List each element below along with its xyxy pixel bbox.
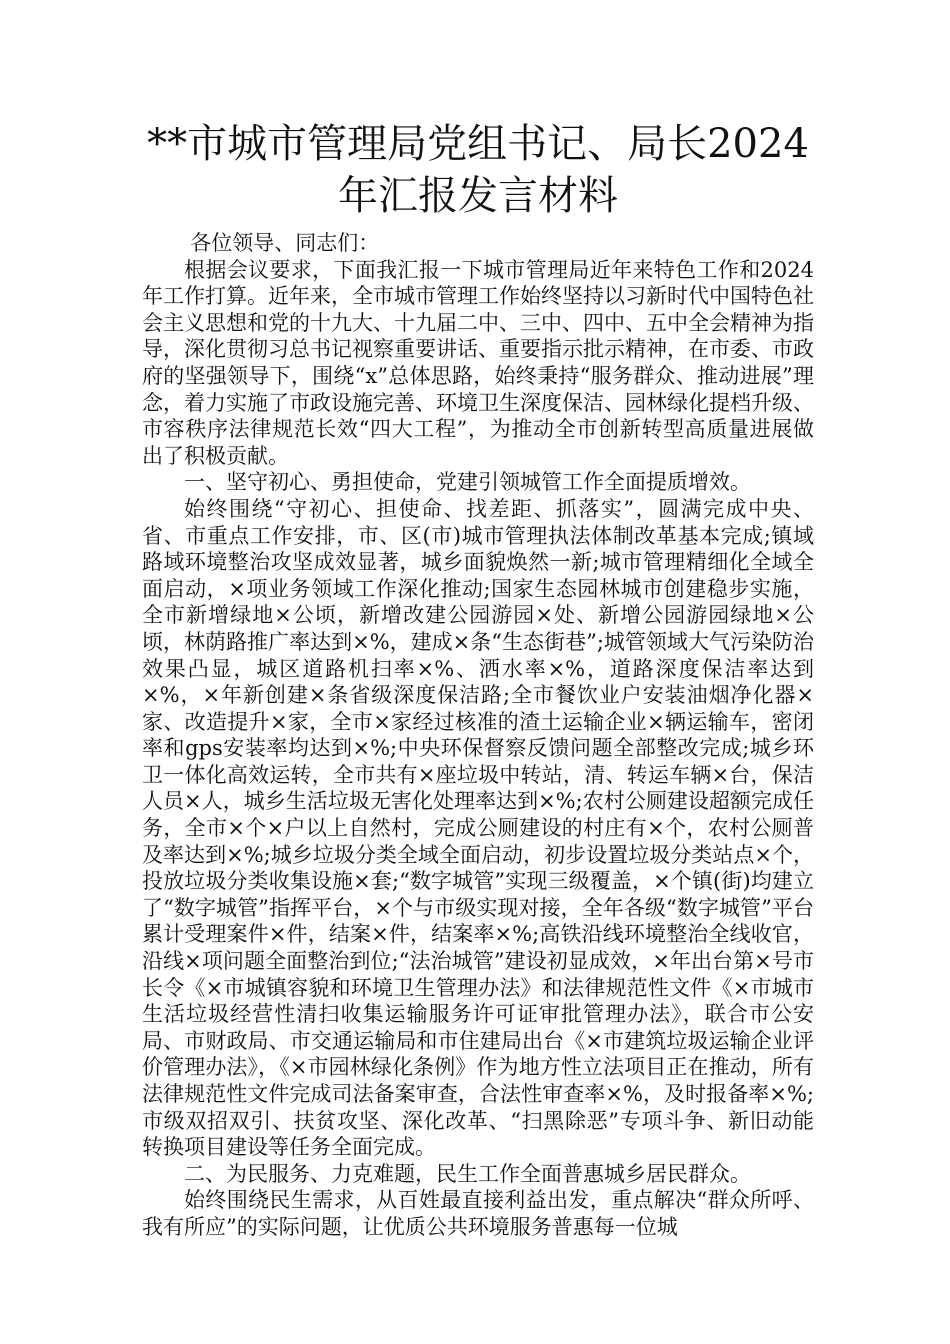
section-body-1: 始终围绕“守初心、担使命、找差距、抓落实”，圆满完成中央、省、市重点工作安排，市、区(市)城市管理执法体制改革基本完成;镇域路域环境整治攻坚成效显著，城乡面貌焕然一新;城市管理精细化全域全面启动，×项业务领域工作深化推动;国家生态园林城市创建稳步实施，全市新增绿地×公顷，新增改建公园游园×处、新增公园游园绿地×公顷，林荫路推广率达到×%，建成×条“生态街巷”;城管领域大气污染防治效果凸显，城区道路机扫率×%、洒水率×%，道路深度保洁率达到×%，×年新创建×条省级深度保洁路;全市餐饮业户安装油烟净化器×家、改造提升×家，全市×家经过核准的渣土运输企业×辆运输车，密闭率和gps安装率均达到×%;中央环保督察反馈问题全部整改完成;城乡环卫一体化高效运转，全市共有×座垃圾中转站，清、转运车辆×台，保洁人员×人，城乡生活垃圾无害化处理率达到×%;农村公厕建设超额完成任务，全市×个×户以上自然村，完成公厕建设的村庄有×个，农村公厕普及率达到×%;城乡垃圾分类全域全面启动，初步设置垃圾分类站点×个，投放垃圾分类收集设施×套;“数字城管”实现三级覆盖，×个镇(街)均建立了“数字城管”指挥平台，×个与市级实现对接，全年各级“数字城管”平台累计受理案件×件，结案×件，结案率×%;高铁沿线环境整治全线收官，沿线×项问题全面整治到位;“法治城管”建设初显成效，×年出台第×号市长令《×市城镇容貌和环境卫生管理办法》和法律规范性文件《×市城市生活垃圾经营性清扫收集运输服务许可证审批管理办法》，联合市公安局、市财政局、市交通运输局和市住建局出台《×市建筑垃圾运输企业评价管理办法》，《×市园林绿化条例》作为地方性立法项目正在推动，所有法律规范性文件完成司法备案审查，合法性审查率×%，及时报备率×%;市级双招双引、扶贫攻坚、深化改革、“扫黑除恶”专项斗争、新旧动能转换项目建设等任务全面完成。	[142, 496, 814, 1160]
document-body	[142, 230, 814, 1241]
section-heading-1: 一、坚守初心、勇担使命，党建引领城管工作全面提质增效。	[184, 470, 751, 495]
section-body-2: 始终围绕民生需求，从百姓最直接利益出发，重点解决“群众所呼、我有所应”的实际问题，让优质公共环境服务普惠每一位城	[142, 1188, 814, 1239]
intro-paragraph: 根据会议要求，下面我汇报一下城市管理局近年来特色工作和2024年工作打算。近年来，全市城市管理工作始终坚持以习新时代中国特色社会主义思想和党的十九大、十九届二中、三中、四中、五中全会精神为指导，深化贯彻习总书记视察重要讲话、重要指示批示精神，在市委、市政府的坚强领导下，围绕“x”总体思路，始终秉持“服务群众、推动进展”理念，着力实施了市政设施完善、环境卫生深度保洁、园林绿化提档升级、市容秩序法律规范长效“四大工程”，为推动全市创新转型高质量进展做出了积极贡献。	[142, 257, 814, 468]
salutation: 各位领导、同志们：	[190, 231, 380, 255]
document-title: **市城市管理局党组书记、局长2024年汇报发言材料	[147, 121, 809, 219]
document-page	[142, 118, 814, 1241]
section-heading-2: 二、为民服务、力克难题，民生工作全面普惠城乡居民群众。	[184, 1161, 751, 1186]
